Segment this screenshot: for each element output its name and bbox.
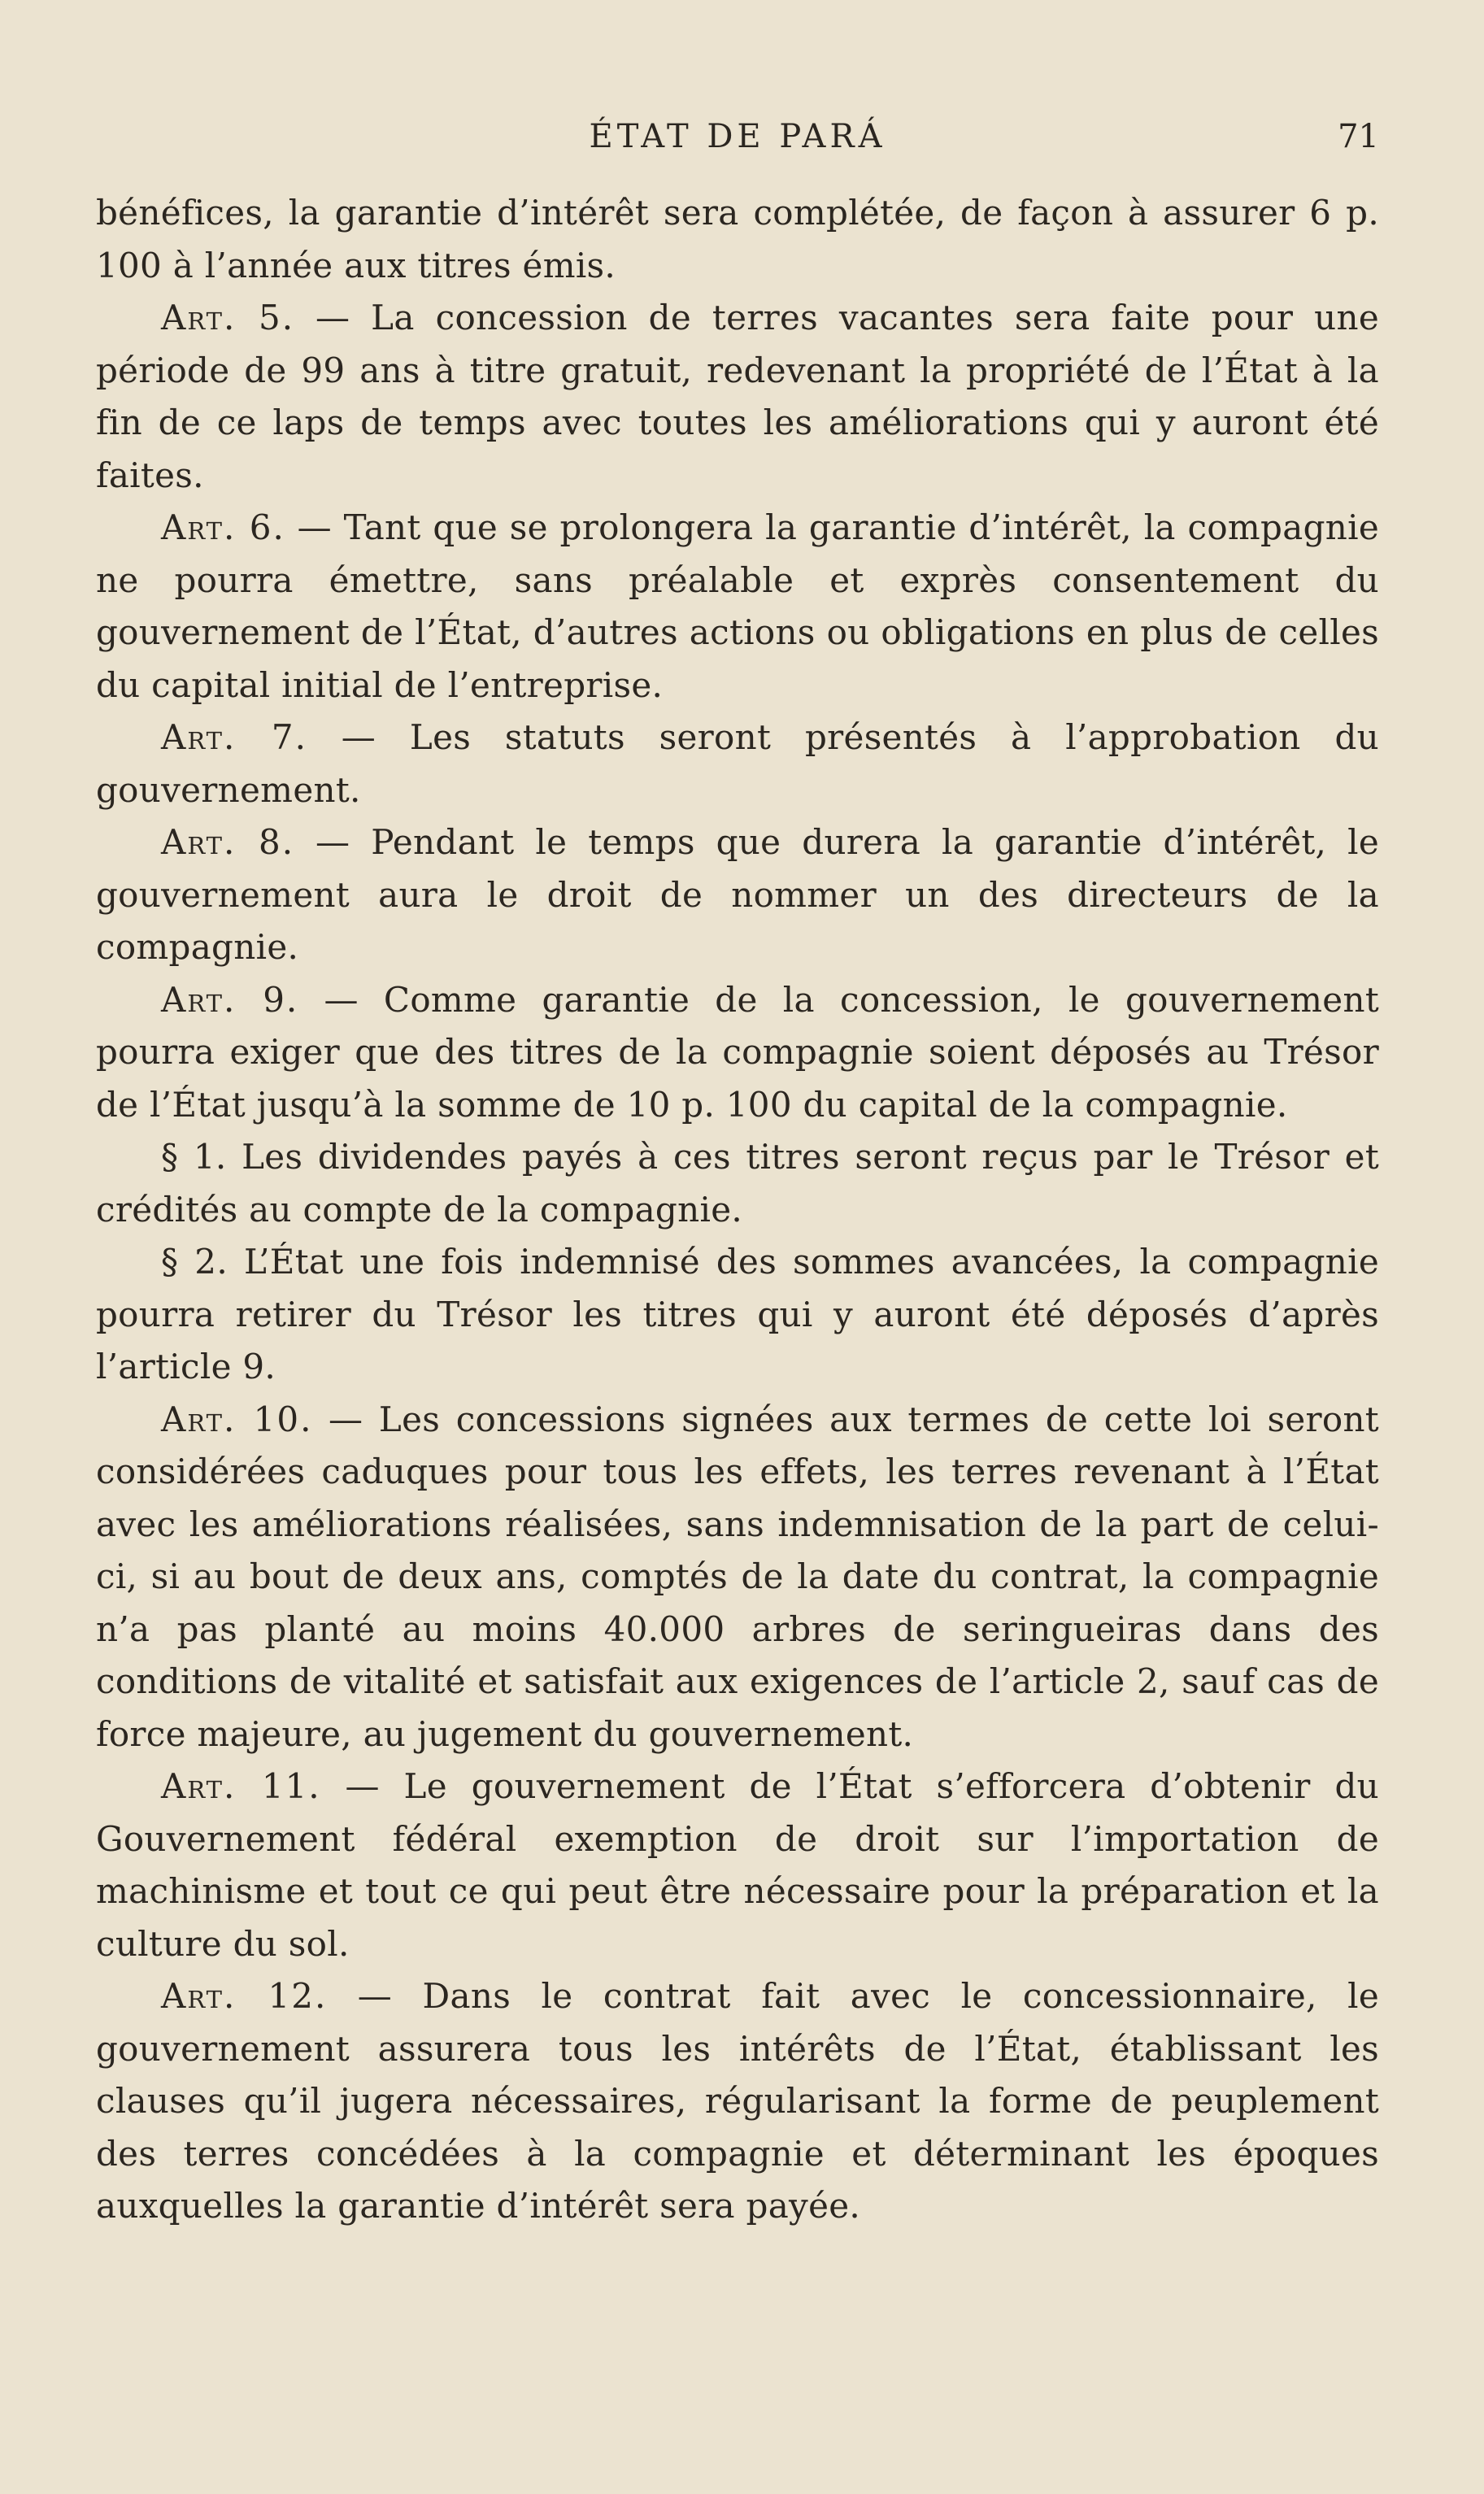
page-header	[96, 112, 1379, 161]
page-number: 71	[1338, 118, 1379, 155]
article-11	[96, 1761, 1379, 1970]
article-label: Art. 12.	[161, 1976, 328, 2016]
article-12	[96, 1970, 1379, 2233]
section-text: § 2. L’État une fois indemnisé des sommes avancées, la compagnie pourra retirer du Trésor les titres qui y auront été déposés d’après l’article 9.	[96, 1242, 1379, 1386]
article-10	[96, 1394, 1379, 1761]
article-label: Art. 6.	[161, 507, 285, 547]
section-2	[96, 1236, 1379, 1394]
article-text: — Comme garantie de la concession, le gouvernement pourra exiger que des titres de la compagnie soient déposés au Trésor de l’État jusqu’à la somme de 10 p. 100 du capital de la compagnie.	[96, 979, 1379, 1125]
paragraph-continuation	[96, 187, 1379, 292]
article-text: — Les concessions signées aux termes de cette loi seront considérées caduques pour tous les effets, les terres revenant à l’État avec les améliorations réalisées, sans indemnisation de la part de celui-ci, si au bout de deux ans, comptés de la date du contrat, la compagnie n’a pas planté au moins 40.000 arbres de seringueiras dans des conditions de vitalité et satisfait aux exigences de l’article 2, sauf cas de force majeure, au jugement du gouvernement.	[96, 1399, 1379, 1754]
article-text: — Pendant le temps que durera la garantie d’intérêt, le gouvernement aura le droit de nommer un des directeurs de la compagnie.	[96, 822, 1379, 967]
section-text: § 1. Les dividendes payés à ces titres seront reçus par le Trésor et crédités au compte de la compagnie.	[96, 1137, 1379, 1230]
article-text: — La concession de terres vacantes sera faite pour une période de 99 ans à titre gratuit, redevenant la propriété de l’État à la fin de ce laps de temps avec toutes les améliorations qui y auront été faites.	[96, 298, 1379, 495]
article-8	[96, 816, 1379, 974]
article-label: Art. 11.	[161, 1766, 321, 1806]
article-label: Art. 10.	[161, 1399, 313, 1439]
article-5	[96, 292, 1379, 502]
article-9	[96, 974, 1379, 1132]
running-title: ÉTAT DE PARÁ	[589, 118, 886, 155]
article-text: — Les statuts seront présentés à l’approbation du gouvernement.	[96, 717, 1379, 810]
article-6	[96, 502, 1379, 712]
page-body	[96, 187, 1379, 2233]
article-text: — Le gouvernement de l’État s’efforcera d’obtenir du Gouvernement fédéral exemption de droit sur l’importation de machinisme et tout ce qui peut être nécessaire pour la préparation et la culture du sol.	[96, 1766, 1380, 1964]
article-7	[96, 712, 1379, 816]
article-label: Art. 7.	[161, 717, 307, 757]
article-text: — Dans le contrat fait avec le concessionnaire, le gouvernement assurera tous les intérêts de l’État, établissant les clauses qu’il jugera nécessaires, régularisant la forme de peuplement des terres concédées à la compagnie et déterminant les époques auxquelles la garantie d’intérêt sera payée.	[96, 1976, 1379, 2226]
paragraph-text: bénéfices, la garantie d’intérêt sera complétée, de façon à assurer 6 p. 100 à l’année aux titres émis.	[96, 193, 1379, 285]
article-label: Art. 8.	[161, 822, 295, 862]
section-1	[96, 1131, 1379, 1236]
article-label: Art. 9.	[161, 979, 299, 1020]
article-text: — Tant que se prolongera la garantie d’intérêt, la compagnie ne pourra émettre, sans préalable et exprès consentement du gouvernement de l’État, d’autres actions ou obligations en plus de celles du capital initial de l’entreprise.	[96, 507, 1379, 705]
article-label: Art. 5.	[161, 298, 295, 337]
